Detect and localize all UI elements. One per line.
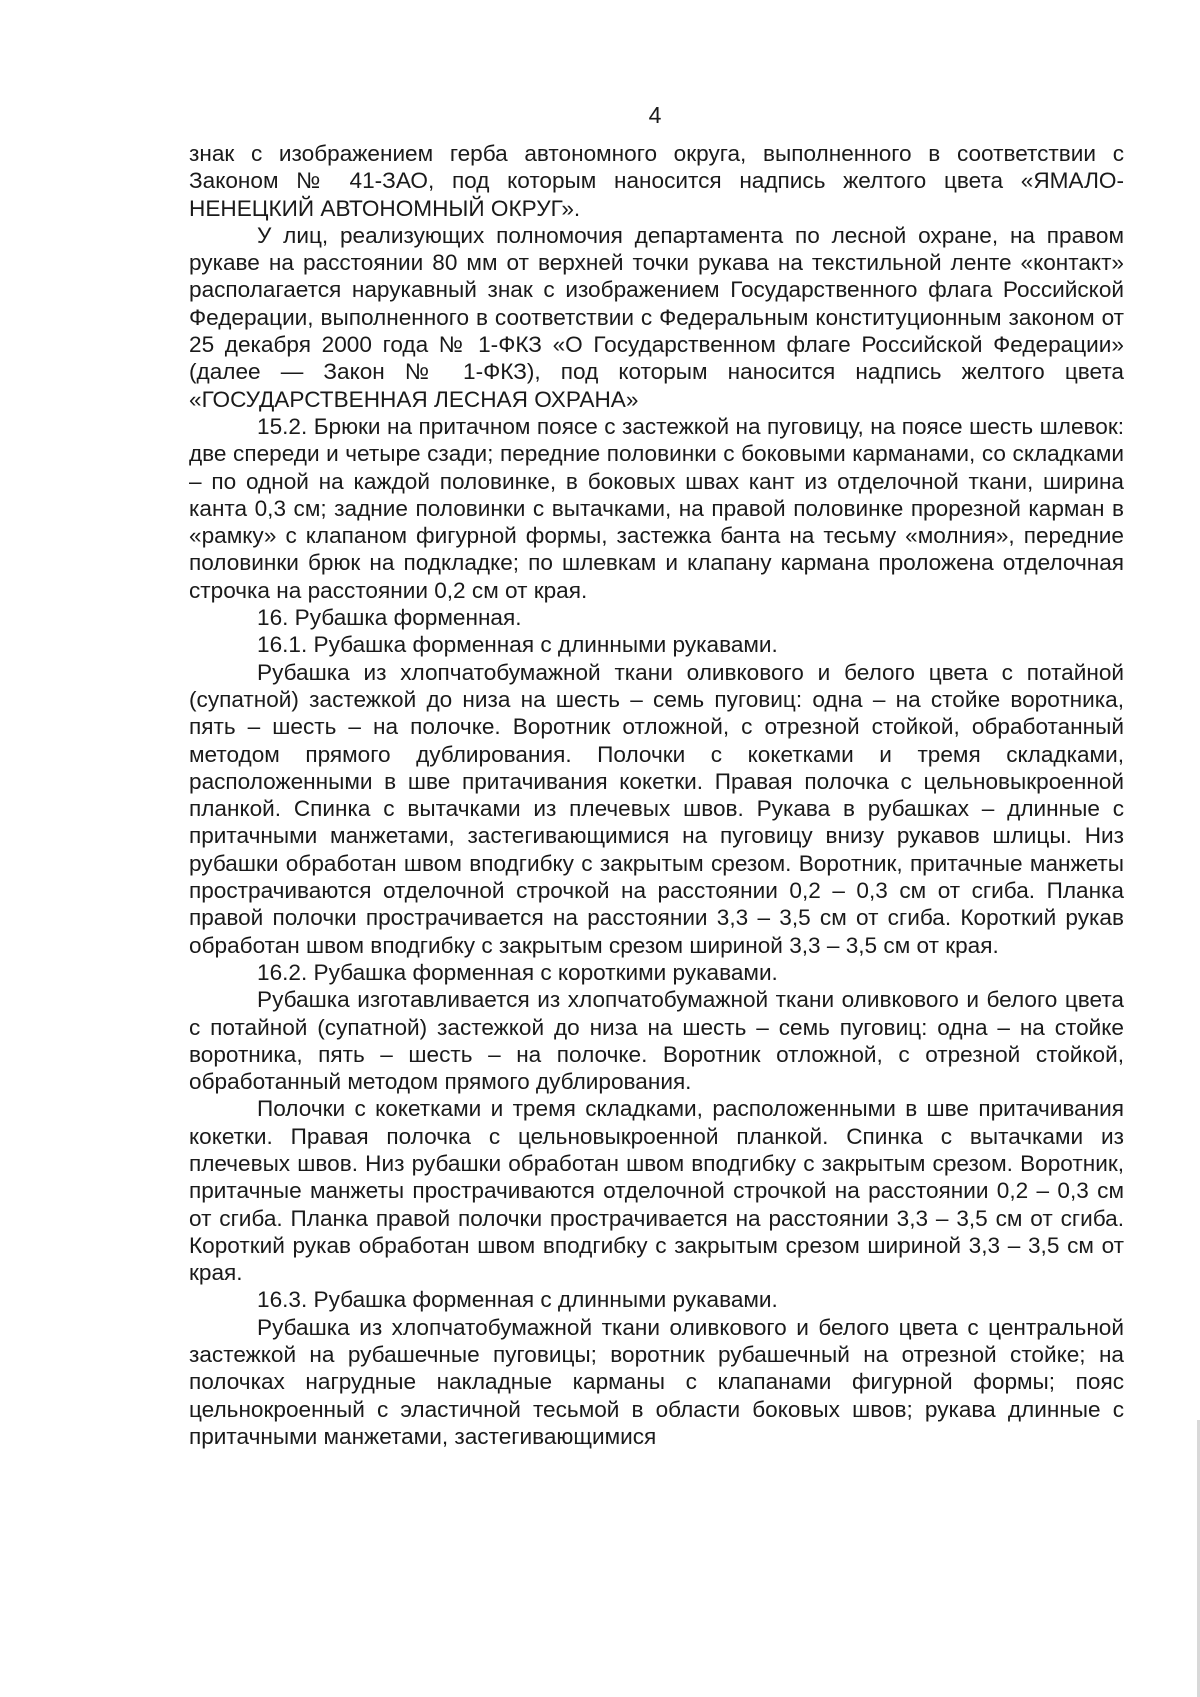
heading-16-3-long-sleeve: 16.3. Рубашка форменная с длинными рукавами. (257, 1287, 778, 1313)
heading-16-shirt: 16. Рубашка форменная. (257, 605, 522, 631)
paragraph-16-1-description: Рубашка из хлопчатобумажной ткани оливкового и белого цвета с потайной (супатной) застежкой до низа на шесть – семь пуговиц: одна – на стойке воротника, пять – шесть – на полочке. Воротник отложной, с отрезной стойкой, обработанный методом прямого дублирования. Полочки с кокетками и тремя складками, расположенными в шве притачивания кокетки. Правая полочка с цельновыкроенной планкой. Спинка с вытачками из плечевых швов. Рукава в рубашках – длинные с притачными манжетами, застегивающимися на пуговицу внизу рукавов шлицы. Низ рубашки обработан швом вподгибку с закрытым срезом. Воротник, притачные манжеты прострачиваются отделочной строчкой на расстоянии 0,2 – 0,3 см от сгиба. Планка правой полочки прострачивается на расстоянии 3,3 – 3,5 см от сгиба. Короткий рукав обработан швом вподгибку с закрытым срезом шириной 3,3 – 3,5 см от края. (189, 659, 1124, 958)
paragraph-continuation: знак с изображением герба автономного округа, выполненного в соответствии с Законом № 41-ЗАО, под которым наносится надпись желтого цвета «ЯМАЛО-НЕНЕЦКИЙ АВТОНОМНЫЙ ОКРУГ». (189, 141, 1124, 221)
paragraph-16-2-details: Полочки с кокетками и тремя складками, расположенными в шве притачивания кокетки. Правая полочка с цельновыкроенной планкой. Спинка с вытачками из плечевых швов. Низ рубашки обработан швом вподгибку с закрытым срезом. Воротник, притачные манжеты прострачиваются отделочной строчкой на расстоянии 0,2 – 0,3 см от сгиба. Планка правой полочки прострачивается на расстоянии 3,3 – 3,5 см от сгиба. Короткий рукав обработан швом вподгибку с закрытым срезом шириной 3,3 – 3,5 см от края. (189, 1096, 1124, 1286)
paragraph-16-2-description: Рубашка изготавливается из хлопчатобумажной ткани оливкового и белого цвета с потайной (супатной) застежкой до низа на шесть – семь пуговиц: одна – на стойке воротника, пять – шесть – на полочке. Воротник отложной, с отрезной стойкой, обработанный методом прямого дублирования. (189, 987, 1124, 1095)
heading-16-1-long-sleeve: 16.1. Рубашка форменная с длинными рукавами. (257, 632, 778, 658)
page-number: 4 (648, 102, 662, 128)
heading-16-2-short-sleeve: 16.2. Рубашка форменная с короткими рукавами. (257, 959, 778, 985)
paragraph-16-3-description: Рубашка из хлопчатобумажной ткани оливкового и белого цвета с центральной застежкой на рубашечные пуговицы; воротник рубашечный на отрезной стойке; на полочках нагрудные накладные карманы с клапанами фигурной формы; пояс цельнокроенный с эластичной тесьмой в области боковых швов; рукава длинные с притачными манжетами, застегивающимися (189, 1314, 1124, 1449)
paragraph-forest-guard-sleeve: У лиц, реализующих полномочия департамента по лесной охране, на правом рукаве на расстоянии 80 мм от верхней точки рукава на текстильной ленте «контакт» располагается нарукавный знак с изображением Государственного флага Российской Федерации, выполненного в соответствии с Федеральным конституционным законом от 25 декабря 2000 года № 1-ФКЗ «О Государственном флаге Российской Федерации» (далее — Закон № 1-ФКЗ), под которым наносится надпись желтого цвета «ГОСУДАРСТВЕННАЯ ЛЕСНАЯ ОХРАНА» (189, 222, 1124, 412)
paragraph-15-2-trousers: 15.2. Брюки на притачном поясе с застежкой на пуговицу, на поясе шесть шлевок: две спереди и четыре сзади; передние половинки с боковыми карманами, со складками – по одной на каждой половинке, в боковых швах кант из отделочной ткани, ширина канта 0,3 см; задние половинки с вытачками, на правой половинке прорезной карман в «рамку» с клапаном фигурной формы, застежка банта на тесьму «молния», передние половинки брюк на подкладке; по шлевкам и клапану кармана проложена отделочная строчка на расстоянии 0,2 см от края. (189, 413, 1124, 603)
document-body (189, 140, 1124, 1450)
